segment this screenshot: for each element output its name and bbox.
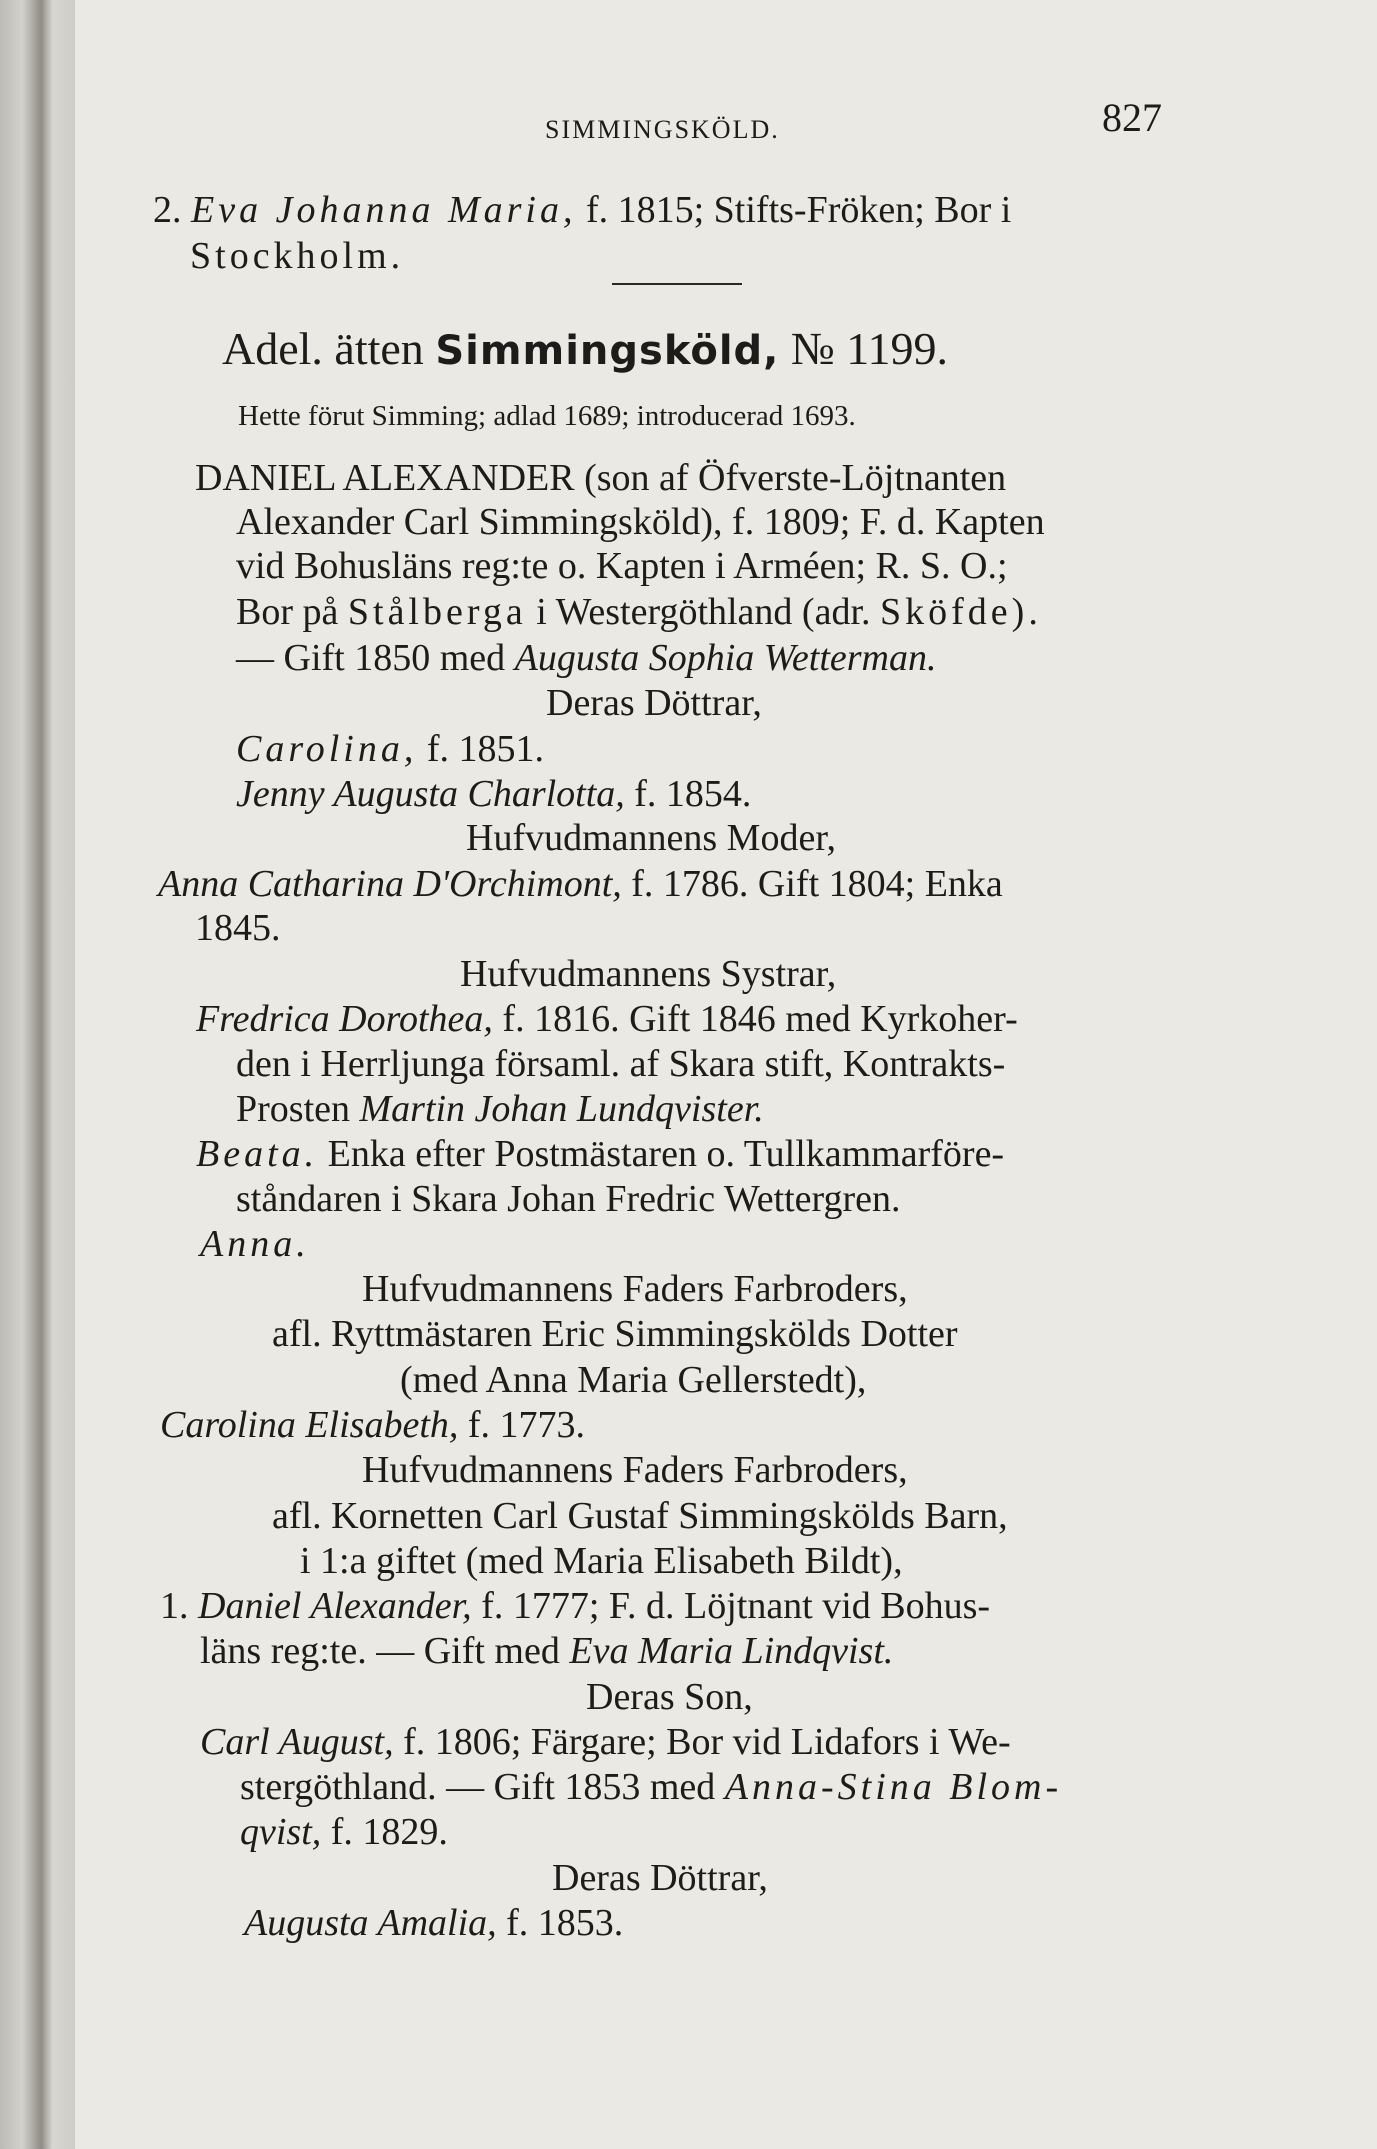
line-32-subhead: Deras Döttrar,	[552, 1857, 768, 1899]
line-08: Jenny Augusta Charlotta, f. 1854.	[236, 773, 752, 815]
line-05: — Gift 1850 med Augusta Sophia Wetterman.	[236, 637, 937, 679]
line-24: afl. Kornetten Carl Gustaf Simmingskölds Barn,	[272, 1495, 1008, 1537]
line-06-subhead: Deras Döttrar,	[546, 682, 762, 724]
line-19-subhead: Hufvudmannens Faders Farbroders,	[362, 1268, 908, 1310]
line-04: Bor på Stålberga i Westergöthland (adr. Sköfde).	[236, 591, 1042, 633]
line-21: (med Anna Maria Gellerstedt),	[400, 1359, 867, 1401]
line-33: Augusta Amalia, f. 1853.	[244, 1902, 624, 1944]
line-13: Fredrica Dorothea, f. 1816. Gift 1846 med Kyrkoher-	[196, 998, 1018, 1040]
line-27: läns reg:te. — Gift med Eva Maria Lindqvist.	[200, 1630, 894, 1672]
page-number: 827	[1102, 95, 1162, 140]
entry-eva-line2: Stockholm.	[190, 235, 405, 277]
line-31: qvist, f. 1829.	[240, 1811, 448, 1853]
line-22: Carolina Elisabeth, f. 1773.	[160, 1404, 586, 1446]
family-heading: Adel. ätten Simmingsköld, № 1199.	[222, 323, 949, 374]
book-spine-gutter	[0, 0, 75, 2149]
line-07: Carolina, f. 1851.	[236, 728, 544, 770]
line-20: afl. Ryttmästaren Eric Simmingskölds Dotter	[272, 1313, 958, 1355]
line-26: 1. Daniel Alexander, f. 1777; F. d. Löjtnant vid Bohus-	[160, 1585, 991, 1627]
entry-eva-line1: 2. Eva Johanna Maria, f. 1815; Stifts-Fröken; Bor i	[153, 189, 1012, 231]
line-10: Anna Catharina D'Orchimont, f. 1786. Gift 1804; Enka	[158, 863, 1003, 905]
line-29: Carl August, f. 1806; Färgare; Bor vid Lidafors i We-	[200, 1721, 1011, 1763]
line-28-subhead: Deras Son,	[586, 1676, 753, 1718]
section-divider	[612, 283, 742, 285]
line-23-subhead: Hufvudmannens Faders Farbroders,	[362, 1449, 908, 1491]
line-15: Prosten Martin Johan Lundqvister.	[236, 1088, 764, 1130]
line-14: den i Herrljunga församl. af Skara stift, Kontrakts-	[236, 1043, 1006, 1085]
line-11: 1845.	[195, 907, 281, 949]
family-subheading: Hette förut Simming; adlad 1689; introducerad 1693.	[238, 400, 856, 432]
line-03: vid Bohusläns reg:te o. Kapten i Arméen; R. S. O.;	[236, 545, 1008, 587]
line-25: i 1:a giftet (med Maria Elisabeth Bildt),	[300, 1540, 903, 1582]
line-16: Beata. Enka efter Postmästaren o. Tullkammarföre-	[196, 1133, 1005, 1175]
line-17: ståndaren i Skara Johan Fredric Wettergren.	[236, 1178, 901, 1220]
line-12-subhead: Hufvudmannens Systrar,	[460, 953, 837, 995]
line-30: stergöthland. — Gift 1853 med Anna-Stina Blom-	[240, 1766, 1063, 1808]
running-title: SIMMINGSKÖLD.	[545, 115, 780, 144]
line-01: DANIEL ALEXANDER (son af Öfverste-Löjtnanten	[195, 457, 1007, 499]
line-09-subhead: Hufvudmannens Moder,	[466, 817, 836, 859]
line-18: Anna.	[200, 1223, 310, 1265]
line-02: Alexander Carl Simmingsköld), f. 1809; F. d. Kapten	[236, 501, 1045, 543]
